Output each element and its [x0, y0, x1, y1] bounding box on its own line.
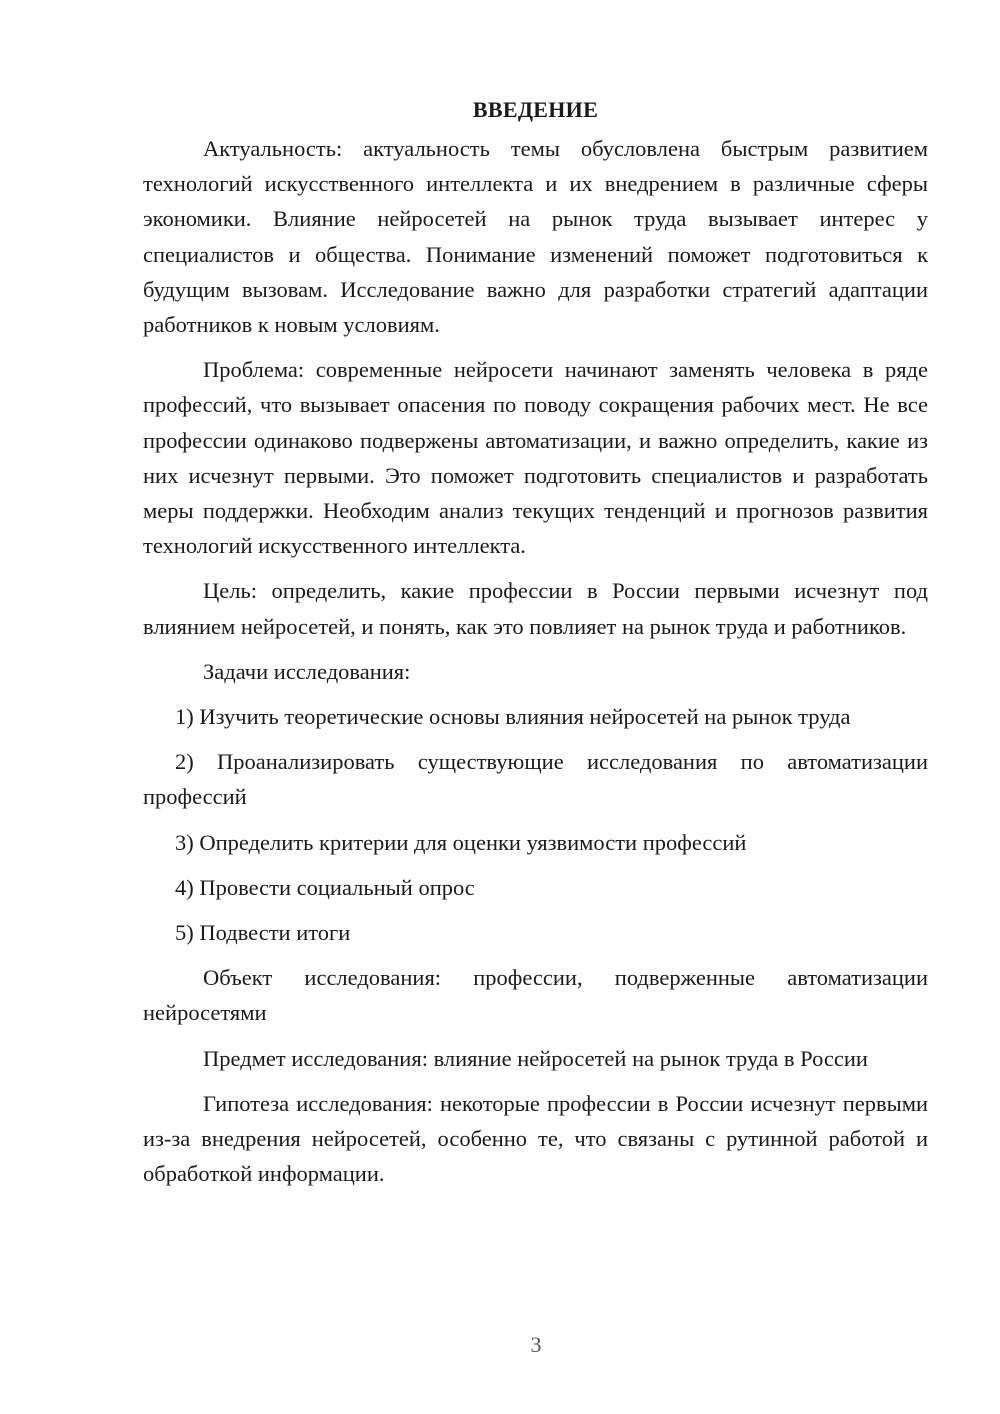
list-item: 4) Провести социальный опрос — [175, 874, 475, 900]
paragraph-goal: Цель: определить, какие профессии в России первыми исчезнут под влиянием нейросетей, и понять, как это повлияет на рынок труда и работников. — [143, 578, 928, 639]
tasks-list — [143, 699, 928, 950]
list-item: 1) Изучить теоретические основы влияния нейросетей на рынок труда — [175, 704, 851, 730]
section-title: ВВЕДЕНИЕ — [472, 97, 599, 122]
list-item: 3) Определить критерии для оценки уязвимости профессий — [175, 829, 747, 855]
paragraph-relevance: Актуальность: актуальность темы обусловлена быстрым развитием технологий искусственного интеллекта и их внедрением в различные сферы экономики. Влияние нейросетей на рынок труда вызывает интерес у специалистов и общества. Понимание изменений поможет подготовиться к будущим вызовам. Исследование важно для разработки стратегий адаптации работников к новым условиям. — [143, 136, 928, 338]
list-item: 2) Проанализировать существующие исследования по автоматизации профессий — [143, 749, 928, 810]
list-item: 5) Подвести итоги — [175, 920, 351, 946]
paragraph-subject: Предмет исследования: влияние нейросетей на рынок труда в России — [203, 1045, 868, 1071]
page-number: 3 — [530, 1332, 542, 1357]
paragraph-object: Объект исследования: профессии, подверженные автоматизации нейросетями — [143, 965, 928, 1026]
page-content — [143, 92, 928, 1201]
paragraph-hypothesis: Гипотеза исследования: некоторые профессии в России исчезнут первыми из-за внедрения нейросетей, особенно те, что связаны с рутинной работой и обработкой информации. — [143, 1090, 928, 1187]
tasks-heading: Задачи исследования: — [203, 658, 411, 684]
paragraph-problem: Проблема: современные нейросети начинают заменять человека в ряде профессий, что вызывает опасения по поводу сокращения рабочих мест. Не все профессии одинаково подвержены автоматизации, и важно определить, какие из них исчезнут первыми. Это поможет подготовить специалистов и разработать меры поддержки. Необходим анализ текущих тенденций и прогнозов развития технологий искусственного интеллекта. — [143, 357, 928, 559]
